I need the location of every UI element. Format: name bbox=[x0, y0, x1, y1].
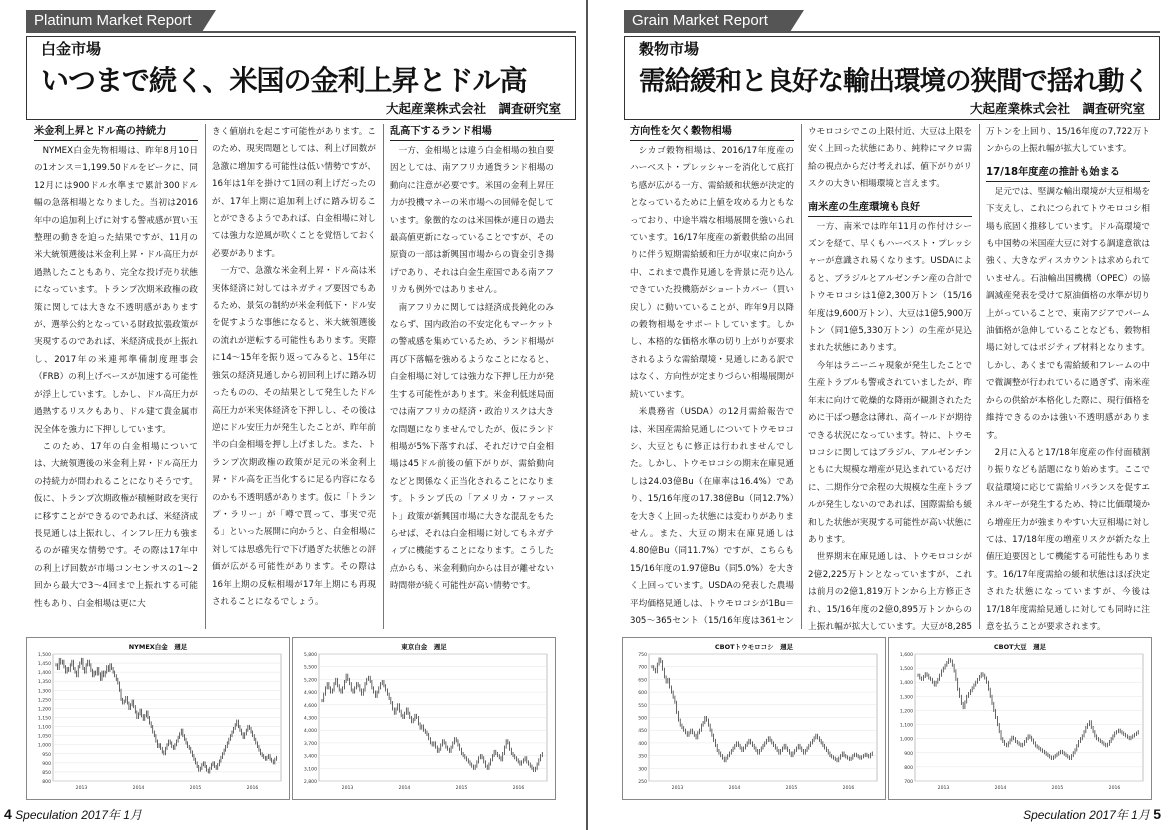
y-tick-label: 1,050 bbox=[37, 734, 51, 740]
x-tick-label: 2014 bbox=[994, 786, 1007, 791]
paragraph: 足元では、堅調な輸出環境が大豆相場を下支えし、これにつられてトウモロコシ相場も底固く推移しています。ドル高環境でも中国勢の米国産大豆に対する調達意欲は強く、大きなディスカウントは求められていません。石油輸出国機構（OPEC）の協調減産発表を受けて原油価格の水準が切り上がっていることで、東南アジアでパーム油価格が急伸していることなども、穀物相場に対してはポジティブ材料となります。しかし、あくまでも需給緩和フレームの中で微調整が行われているに過ぎず、南米産からの供給が本格化した際に、現行価格を維持できるのかは強い不透明感があります。 bbox=[986, 186, 1150, 441]
plot-frame bbox=[915, 654, 1143, 781]
chart-svg bbox=[889, 638, 1151, 799]
section-label: Grain Market Report bbox=[632, 12, 768, 29]
section-header bbox=[624, 10, 804, 32]
paragraph: 2月に入ると17/18年度産の作付面積割り振りなども話題になり始めます。ここで収益環境に応じて需給リバランスを促すエネルギーが発生するため、特に比価環境から増産圧力が強まりやすい大豆相場に対しては、17/18年度の増産リスクが新たな上値圧迫要因として機能する可能性もあります。16/17年度需給の緩和状態はほぼ決定された状態になっていますが、今後は17/18年度需給見通しに対しても同時に注意を払うことが要求されます。 bbox=[986, 447, 1150, 632]
y-tick-label: 400 bbox=[638, 741, 647, 747]
chart-title: 東京白金 週足 bbox=[401, 643, 447, 651]
subtitle: 穀物市場 bbox=[639, 40, 700, 58]
y-tick-label: 1,300 bbox=[37, 689, 51, 695]
x-tick-label: 2014 bbox=[132, 786, 145, 791]
column-heading: 方向性を欠く穀物相場 bbox=[630, 124, 794, 141]
article-column-2 bbox=[808, 124, 972, 632]
y-tick-label: 1,150 bbox=[37, 716, 51, 722]
chart-title: CBOTトウモロコシ 週足 bbox=[714, 643, 794, 651]
y-tick-label: 250 bbox=[638, 780, 647, 785]
y-tick-label: 1,500 bbox=[899, 667, 913, 673]
y-tick-label: 3,100 bbox=[303, 767, 317, 773]
x-tick-label: 2014 bbox=[728, 786, 741, 791]
headline: 需給緩和と良好な輸出環境の狭間で揺れ動く bbox=[639, 66, 1149, 97]
y-tick-label: 1,300 bbox=[899, 695, 913, 701]
paragraph: 一方、南米では昨年11月の作付けシーズンを経て、早くもハーベスト・プレッシャーが意識され易くなります。USDAによると、ブラジルとアルゼンチン産の合計でトウモロコシは1億2,300万トン（15/16年度は9,600万トン）、大豆は1億5,900万トン（同1億5,330万トン）の生産が見込まれた状態にあります。 bbox=[808, 221, 972, 354]
y-tick-label: 3,400 bbox=[303, 754, 317, 760]
issue-date: 2017年 1月 bbox=[1089, 808, 1150, 822]
x-tick-label: 2013 bbox=[937, 786, 950, 791]
title-box bbox=[624, 36, 1160, 120]
column-heading: 米金利上昇とドル高の持続力 bbox=[34, 124, 198, 141]
paragraph: 一方で、急激な米金利上昇・ドル高は米実体経済に対してはネガティブ要因でもあるため、景気の制約が米金利低下・ドル安を促すような事態になると、米大統領選後の流れが逆転する可能性もあります。実際に14～15年を振り返ってみると、15年に強気の経済見通しから初回利上げに踏み切ったものの、その結果として発生したドル高圧力が米実体経済を下押しし、その後は逆にドル安圧力が発生したことが、昨年前半の白金相場を押し上げました。また、トランプ次期政権の政策が足元の米金利上昇・ドル高を正当化するに足る内容になるのかも不透明感があります。仮に「トランプ・ラリー」が「噂で買って、事実で売る」といった展開に向かうと、白金相場に対しては思惑先行で下げ過ぎた状態との評価が広がる可能性があります。その際は16年上期の反転相場が17年上期にも再現されることになるでしょう。 bbox=[212, 266, 376, 607]
x-tick-label: 2015 bbox=[455, 786, 468, 791]
x-tick-label: 2015 bbox=[189, 786, 202, 791]
x-tick-label: 2015 bbox=[785, 786, 798, 791]
paragraph: シカゴ穀物相場は、2016/17年度産のハーベスト・プレッシャーを消化して底打ち感が広がる一方、需給緩和状態が決定的となっているために上値を攻める力ともなっており、中途半端な相場展開を強いられています。16/17年度産の新穀供給の出回りに伴う短期需給緩和圧力が収束に向かう中、これまで農作見通しを背景に売り込んできていた投機筋がショートカバー（買い戻し）に動いていることが、昨年9月以降の穀物相場をサポートしています。しかし、本格的な価格水準の切り上がりが要求されるような需給環境・見通しにある訳ではなく、方向性が定まりづらい相場展開が続いています。 bbox=[630, 146, 794, 400]
y-tick-label: 1,400 bbox=[899, 681, 913, 687]
paragraph: 万トンを上回り、15/16年度の7,722万トンからの上振れ幅が拡大しています。 bbox=[986, 127, 1150, 155]
x-tick-label: 2013 bbox=[75, 786, 88, 791]
y-tick-label: 5,500 bbox=[303, 665, 317, 671]
paragraph: このため、17年の白金相場については、大統領選後の米金利上昇・ドル高圧力の持続力が問われることになりそうです。仮に、トランプ次期政権が積極財政を実行に移すことができるのであれば、米経済成長見通しは上振れし、インフレ圧力も強まるのが確実な情勢です。その際は17年中の利上げ回数が市場コンセンサスの1～2回から最大で3～4回まで上振れする可能性もあり、白金相場は更に大 bbox=[34, 441, 198, 609]
chart-svg bbox=[293, 638, 555, 799]
paragraph: NYMEX白金先物相場は、昨年8月10日の1オンス＝1,199.50ドルをピークに、同12月には900ドル水準まで累計300ドル幅の急落相場となりました。当初は2016年中の追加利上げに対する警戒感が買い玉整理の動きを迫った結果ですが、11月の米大統領選後は米金利上昇・ドル高圧力が過熱したこともあり、完全な投げ売り状態になっています。トランプ次期米政権の政策に関しては大きな不透明感がありますが、選挙公約となっている財政拡張政策が実現するのであれば、米経済成長が上振れし、2017年の米連邦準備制度理事会（FRB）の利上げペースが加速する可能性が浮上しています。しかし、ドル高圧力が過熱するリスクもあり、ドル建て貴金属市況全体を強力に下押ししています。 bbox=[34, 146, 198, 435]
y-tick-label: 3,700 bbox=[303, 741, 317, 747]
headline: いつまで続く、米国の金利上昇とドル高 bbox=[41, 64, 527, 97]
y-tick-label: 800 bbox=[904, 765, 913, 771]
chart-cbot-soybean bbox=[888, 637, 1152, 800]
y-tick-label: 1,000 bbox=[37, 743, 51, 749]
y-tick-label: 5,800 bbox=[303, 653, 317, 658]
chart-svg bbox=[623, 638, 885, 799]
paragraph: 米農務省（USDA）の12月需給報告では、米国産需給見通しについてトウモロコシ、大豆ともに修正は行われませんでした。しかし、トウモロコシの期末在庫見通しは24.03億Bu（在庫率は16.4%）であり、15/16年度の17.38億Bu（同12.7%）を大きく上回った状態には変わりがありません。また、大豆の期末在庫見通しは4.80億Bu（同11.7%）ですが、こちらも15/16年度の1.97億Bu（同5.0%）を大きく上回っています。USDAの発表した農場平均価格見通しは、トウモロコシが1Bu＝305～365セント（15/16年度は361セン bbox=[630, 407, 794, 626]
chart-nymex-platinum bbox=[26, 637, 290, 800]
paragraph: 一方、金相場とは違う白金相場の独自要因としては、南アフリカ通貨ランド相場の動向に注意が必要です。米国の金利上昇圧力が投機マネーの米市場への回帰を促しています。象徴的なのは米国株が連日の過去最高値更新になっていることですが、その原資の一部は新興国市場からの資金引き揚げであり、それは白金生産国である南アフリカも例外ではありません。 bbox=[390, 146, 554, 296]
author: 大起産業株式会社 調査研究室 bbox=[969, 101, 1145, 116]
right-page bbox=[588, 0, 1173, 830]
y-tick-label: 700 bbox=[638, 665, 647, 671]
y-tick-label: 1,000 bbox=[899, 737, 913, 743]
paragraph: きく値崩れを起こす可能性があります。このため、現実問題としては、利上げ回数が急激に増加する可能性は低い情勢ですが、16年は1年を掛けて1回の利上げだったのが、17年上期に追加利上げに踏み切ることができるようであれば、白金相場に対しては強力な逆風が吹くことを覚悟しておく必要があります。 bbox=[212, 127, 376, 259]
x-tick-label: 2013 bbox=[671, 786, 684, 791]
column-divider bbox=[979, 124, 980, 629]
chart-title: CBOT大豆 週足 bbox=[993, 643, 1047, 651]
y-tick-label: 1,350 bbox=[37, 680, 51, 686]
x-tick-label: 2013 bbox=[341, 786, 354, 791]
header-rule bbox=[624, 31, 1160, 33]
y-tick-label: 500 bbox=[638, 716, 647, 722]
column-divider bbox=[801, 124, 802, 629]
chart-tokyo-platinum bbox=[292, 637, 556, 800]
x-tick-label: 2016 bbox=[1108, 786, 1121, 791]
y-tick-label: 1,100 bbox=[37, 725, 51, 731]
page-footer bbox=[4, 806, 142, 823]
article-column-3 bbox=[390, 124, 554, 632]
x-tick-label: 2014 bbox=[398, 786, 411, 791]
section-label: Platinum Market Report bbox=[34, 12, 192, 29]
y-tick-label: 850 bbox=[42, 770, 51, 776]
header-rule bbox=[26, 31, 576, 33]
y-tick-label: 600 bbox=[638, 691, 647, 697]
y-tick-label: 800 bbox=[42, 780, 51, 785]
chart-title: NYMEX白金 週足 bbox=[128, 643, 188, 651]
column-heading: 南米産の生産環境も良好 bbox=[808, 200, 972, 217]
article-column-1 bbox=[630, 124, 794, 632]
paragraph: 南アフリカに関しては経済成長鈍化のみならず、国内政治の不安定化もマーケットの警戒感を集めているため、ランド相場が再び下落幅を強めるようなことになると、白金相場に対しては強力な下押し圧力が発生する可能性があります。米金利低迷局面では南アフリカの経済・政治リスクは大きな問題になりませんでしたが、仮にランド相場が5%下落すれば、それだけで白金相場は45ドル前後の値下がりが、需給動向などと関係なく正当化されることになります。トランプ氏の「アメリカ・ファースト」政策が新興国市場に大きな混乱をもたらせば、それは白金相場に対してもネガティブに機能することになります。こうした点からも、米金利動向からは目が離せない時間帯が続く可能性が高い情勢です。 bbox=[390, 302, 554, 592]
page-footer bbox=[1023, 806, 1161, 823]
y-tick-label: 950 bbox=[42, 752, 51, 758]
y-tick-label: 1,200 bbox=[899, 709, 913, 715]
y-tick-label: 1,250 bbox=[37, 698, 51, 704]
column-divider bbox=[205, 124, 206, 629]
y-tick-label: 1,400 bbox=[37, 671, 51, 677]
issue-date: 2017年 1月 bbox=[81, 808, 142, 822]
y-tick-label: 350 bbox=[638, 754, 647, 760]
y-tick-label: 700 bbox=[904, 780, 913, 785]
title-box bbox=[26, 36, 576, 120]
y-tick-label: 4,300 bbox=[303, 716, 317, 722]
page-number: 4 bbox=[4, 806, 12, 822]
article-column-2 bbox=[212, 124, 376, 632]
y-tick-label: 1,450 bbox=[37, 662, 51, 668]
x-tick-label: 2016 bbox=[512, 786, 525, 791]
chart-cbot-corn bbox=[622, 637, 886, 800]
column-heading: 17/18年度産の推計も始まる bbox=[986, 165, 1150, 182]
y-tick-label: 900 bbox=[904, 751, 913, 757]
y-tick-label: 4,600 bbox=[303, 703, 317, 709]
author: 大起産業株式会社 調査研究室 bbox=[385, 101, 561, 116]
x-tick-label: 2016 bbox=[246, 786, 259, 791]
y-tick-label: 450 bbox=[638, 729, 647, 735]
y-tick-label: 650 bbox=[638, 678, 647, 684]
y-tick-label: 4,000 bbox=[303, 729, 317, 735]
x-tick-label: 2015 bbox=[1051, 786, 1064, 791]
subtitle: 白金市場 bbox=[41, 40, 102, 58]
magazine-name: Speculation bbox=[15, 808, 78, 822]
paragraph: ウモロコシでこの上限付近、大豆は上限を安く上回った状態にあり、純粋にマクロ需給の視点からだけ考えれば、値下がりがリスクの大きい相場環境と言えます。 bbox=[808, 127, 972, 190]
magazine-name: Speculation bbox=[1023, 808, 1086, 822]
y-tick-label: 750 bbox=[638, 653, 647, 658]
section-header bbox=[26, 10, 216, 32]
column-heading: 乱高下するランド相場 bbox=[390, 124, 554, 141]
y-tick-label: 550 bbox=[638, 703, 647, 709]
article-column-3 bbox=[986, 124, 1150, 632]
paragraph: 今年はラニーニャ現象が発生したことで生産トラブルも警戒されていましたが、昨年末に向けて乾燥的な降雨が観測されたために干ばつ懸念は薄れ、高イールドが期待できる状況になっています。特に、トウモロコシに関してはブラジル、アルゼンチンともに大規模な増産が見込まれているだけに、二期作分で余程の大規模な生産トラブルが発生しないのであれば、国際需給も緩和した状態が実現する可能性が高い状態にあります。 bbox=[808, 360, 972, 545]
y-tick-label: 1,600 bbox=[899, 653, 913, 658]
y-tick-label: 1,100 bbox=[899, 723, 913, 729]
chart-svg bbox=[27, 638, 289, 799]
article-column-1 bbox=[34, 124, 198, 632]
x-tick-label: 2016 bbox=[842, 786, 855, 791]
left-page bbox=[0, 0, 586, 830]
y-tick-label: 1,200 bbox=[37, 707, 51, 713]
y-tick-label: 1,500 bbox=[37, 653, 51, 658]
column-divider bbox=[383, 124, 384, 629]
y-tick-label: 900 bbox=[42, 761, 51, 767]
y-tick-label: 300 bbox=[638, 767, 647, 773]
page-number: 5 bbox=[1153, 806, 1161, 822]
y-tick-label: 5,200 bbox=[303, 678, 317, 684]
paragraph: 世界期末在庫見通しは、トウモロコシが2億2,225万トンとなっていますが、これは前月の2億1,819万トンから上方修正され、15/16年度の2億0,895万トンからの上振れ幅が拡大しています。大豆が8,285 bbox=[808, 552, 972, 632]
y-tick-label: 2,800 bbox=[303, 780, 317, 785]
y-tick-label: 4,900 bbox=[303, 691, 317, 697]
